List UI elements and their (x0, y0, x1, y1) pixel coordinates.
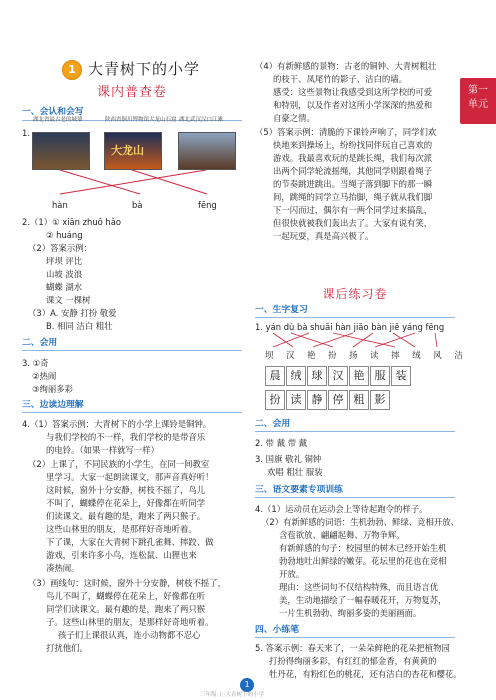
answer-line: 一片生机勃勃、绚丽多姿的美丽画面。 (279, 608, 422, 618)
photo-caption: 陕西省铜川博物馆大龙山石窟 (105, 117, 177, 123)
match-line (132, 170, 207, 194)
answer-line: （3）画线句：这时候，窗外十分安静，树枝不摇了， (28, 578, 226, 588)
answer-line: （2）上课了，不同民族的小学生，在同一间教室 (28, 459, 210, 469)
answer-line: 孩子们上课很认真，连小动物都不忍心 (58, 630, 201, 640)
chapter-tab-label: 第一单元 (468, 85, 488, 110)
match-line (60, 170, 140, 194)
section-heading: 三、边读边理解 (22, 400, 84, 410)
answer-line: 2. 带 戴 带 戴 (255, 438, 308, 448)
photo-grotto (104, 117, 177, 170)
divider (255, 431, 455, 432)
answer-line: 4.（1）运动员在运动会上等待起跑令的样子。 (255, 504, 428, 514)
answer-line: 里学习。大家一起朗读课文，那声音真好听！ (46, 472, 214, 482)
char-box: 艳 (349, 366, 369, 386)
char-box: 球 (307, 366, 327, 386)
answer-line: 3. ①奇 (22, 358, 49, 368)
lesson-number: 1 (62, 60, 82, 80)
lesson-title: 大青树下的小学 (88, 60, 201, 78)
match-line (313, 333, 353, 347)
pinyin-ba: bà (132, 200, 143, 210)
section-heading: 四、小练笔 (255, 625, 299, 635)
divider (255, 637, 455, 638)
divider (22, 350, 242, 351)
answer-line: 不叫了，蝴蝶停在花朵上，好像都在听同学 (46, 498, 206, 508)
answer-line: 开放。 (279, 569, 305, 579)
section-heading: 二、会用 (255, 419, 291, 429)
char-box: 影 (370, 390, 390, 410)
answer-line: 间，跳绳的同学立马抬脚，绳子就从我们脚 (273, 192, 433, 202)
char-box: 晨 (265, 366, 285, 386)
volume-title: 课内普查卷 (96, 85, 167, 100)
answer-line: 山坡 波浪 (46, 269, 83, 279)
answer-line: 游戏。我最喜欢玩的是跳长绳，我们每次派 (273, 153, 433, 163)
photo-caption: 湖北省最古老的城墙 (33, 117, 83, 123)
char-box: 粗 (349, 390, 369, 410)
photo-riverside (178, 117, 236, 170)
answer-line: 3. 国旗 敬礼 铜钟 (255, 454, 322, 464)
match-line (60, 170, 206, 194)
question-number: 1. (22, 128, 30, 138)
divider (255, 317, 455, 318)
divider (255, 497, 455, 498)
section-heading: 三、语文要素专项训练 (255, 485, 343, 495)
photo-caption: 湖北武汉汉口江滩 (179, 117, 224, 123)
answer-line: 快地来到操场上，纷纷找同伴玩自己喜欢的 (273, 140, 433, 150)
match-line (273, 333, 309, 347)
answer-line: 和特别，以及作者对这所小学深深的热爱和 (273, 100, 433, 110)
answer-line: 的枝干、凤尾竹的影子、洁白的墙。 (273, 74, 407, 84)
divider (22, 412, 242, 413)
answer-line: 与我们学校的不一样，我们学校的是带音乐 (46, 432, 206, 442)
match-line (333, 333, 395, 347)
answer-line: ② huáng (46, 230, 83, 240)
hanzi-row: 坝 汉 艳 扮 扬 读 摔 绒 风 洁 (265, 350, 468, 360)
pinyin-feng: fēng (198, 200, 217, 210)
answer-line: B. 相同 洁白 粗壮 (46, 321, 113, 331)
photo-city-wall (32, 117, 90, 170)
answer-line: 有新鲜感的句子：校园里的树木已经开始生机 (279, 543, 447, 553)
answer-line: 游戏，引来许多小鸟，连松鼠、山狸也来 (46, 550, 197, 560)
char-box: 绒 (286, 366, 306, 386)
answer-line: 理由：这些词句不仅结构特殊，而且语言优 (279, 582, 439, 592)
answer-line: （2）有新鲜感的词语：生机勃勃、鲜绿、竞相开放、 (261, 517, 459, 527)
answer-line: 坪坝 评比 (46, 256, 83, 266)
answer-line: 4.（1）答案示例：大青树下的小学上课铃是铜钟。 (22, 419, 212, 429)
answer-line: 一起玩耍，真是高兴极了。 (273, 231, 374, 241)
section-heading: 一、生字复习 (255, 305, 308, 315)
answer-line: 打扰他们。 (46, 643, 88, 653)
char-box: 扮 (265, 390, 285, 410)
answer-line: 打扮得绚丽多彩，有红红的郁金香，有黄黄的 (269, 656, 437, 666)
match-line (353, 333, 373, 347)
char-box: 装 (391, 366, 411, 386)
answer-line: 美，生动地描绘了一幅春暖花开，万物复苏， (279, 595, 447, 605)
char-box: 读 (286, 390, 306, 410)
answer-line: （4）有新鲜感的景物：古老的铜钟、大青树粗壮 (255, 61, 437, 71)
answer-line: 课文 一棵树 (46, 295, 91, 305)
pinyin-han: hàn (52, 200, 68, 210)
answer-line: （5）答案示例：清脆的下课铃声响了，同学们欢 (255, 127, 437, 137)
answer-line: 但很快就被我们轰出去了。大家有说有笑， (273, 218, 433, 228)
char-box: 停 (328, 390, 348, 410)
answer-line: 子。这些山林里的朋友，是那样好奇地听着。 (46, 617, 214, 627)
answer-line: 凑热闹。 (46, 563, 80, 573)
answer-line: 的电铃。（如果一样就写一样） (46, 445, 160, 455)
answer-line: 同学们读课文。最有趣的是，跑来了两只猴 (46, 604, 206, 614)
answer-line: 牡丹花，有粉红色的桃花，还有洁白的杏花和樱花。 (269, 669, 462, 679)
answer-line: 勃勃地吐出鲜绿的嫩芽。花坛里的花也在竞相 (279, 556, 447, 566)
match-line (291, 333, 333, 347)
answer-line: ②热闹 (32, 371, 57, 381)
answer-line: 这些山林里的朋友，是那样好奇地听着。 (46, 524, 197, 534)
match-line (435, 333, 437, 347)
pinyin-row: 1. yán dù bà shuāi hàn jiāo bàn jiē yáng fēng (255, 322, 445, 332)
answer-line: 下了课，大家在大青树下跳孔雀舞、摔跤、做 (46, 537, 214, 547)
answer-line: 鸟儿不叫了，蝴蝶停在花朵上，好像都在听 (46, 591, 206, 601)
answer-line: 自豪之情。 (273, 113, 315, 123)
answer-line: 出两个同学轮流摇绳，其他同学则跟着绳子 (273, 166, 433, 176)
lesson-header (22, 60, 242, 80)
section-heading: 一、会认和会写 (22, 107, 84, 117)
answer-line: 5. 答案示例：春天来了，一朵朵鲜艳的花朵把植物园 (255, 643, 450, 653)
answer-line: 这时候，窗外十分安静，树枝不摇了，鸟儿 (46, 485, 206, 495)
answer-line: 含苞欲放、翩翩起舞、万物争辉。 (279, 530, 405, 540)
match-line (375, 333, 415, 347)
page-number: 1 (240, 678, 254, 692)
answer-line: 感受：这些景物让我感受到这所学校的可爱 (273, 87, 433, 97)
answer-line: ③绚丽多彩 (32, 384, 74, 394)
answer-line: 2.（1）① xiān zhuō hǎo (22, 217, 121, 227)
answer-line: 们读课文。最有趣的是，跑来了两只猴子。 (46, 511, 206, 521)
footer-text: 三年级·上·大青树下的小学 (200, 692, 264, 698)
photo-sign-text: 大龙山 (111, 144, 144, 157)
matching-lines (22, 168, 242, 200)
practice-title: 课后练习卷 (322, 287, 388, 301)
answer-line: 蝴蝶 湖水 (46, 282, 83, 292)
section-heading: 二、会用 (22, 338, 58, 348)
matching-lines (265, 333, 455, 349)
char-box: 静 (307, 390, 327, 410)
char-box: 汉 (328, 366, 348, 386)
char-box: 服 (370, 366, 390, 386)
match-line (393, 333, 415, 347)
answer-line: 下一闪而过，偶尔有一两个同学过来搞乱， (273, 205, 433, 215)
chapter-tab (460, 78, 496, 124)
answer-line: （3）A. 安静 打扮 敬爱 (28, 308, 117, 318)
answer-line: 的节奏跳进跳出。当绳子落到脚下的那一瞬 (273, 179, 433, 189)
answer-line: （2）答案示例： (28, 243, 92, 253)
answer-line: 欢唱 粗壮 服装 (267, 467, 323, 477)
